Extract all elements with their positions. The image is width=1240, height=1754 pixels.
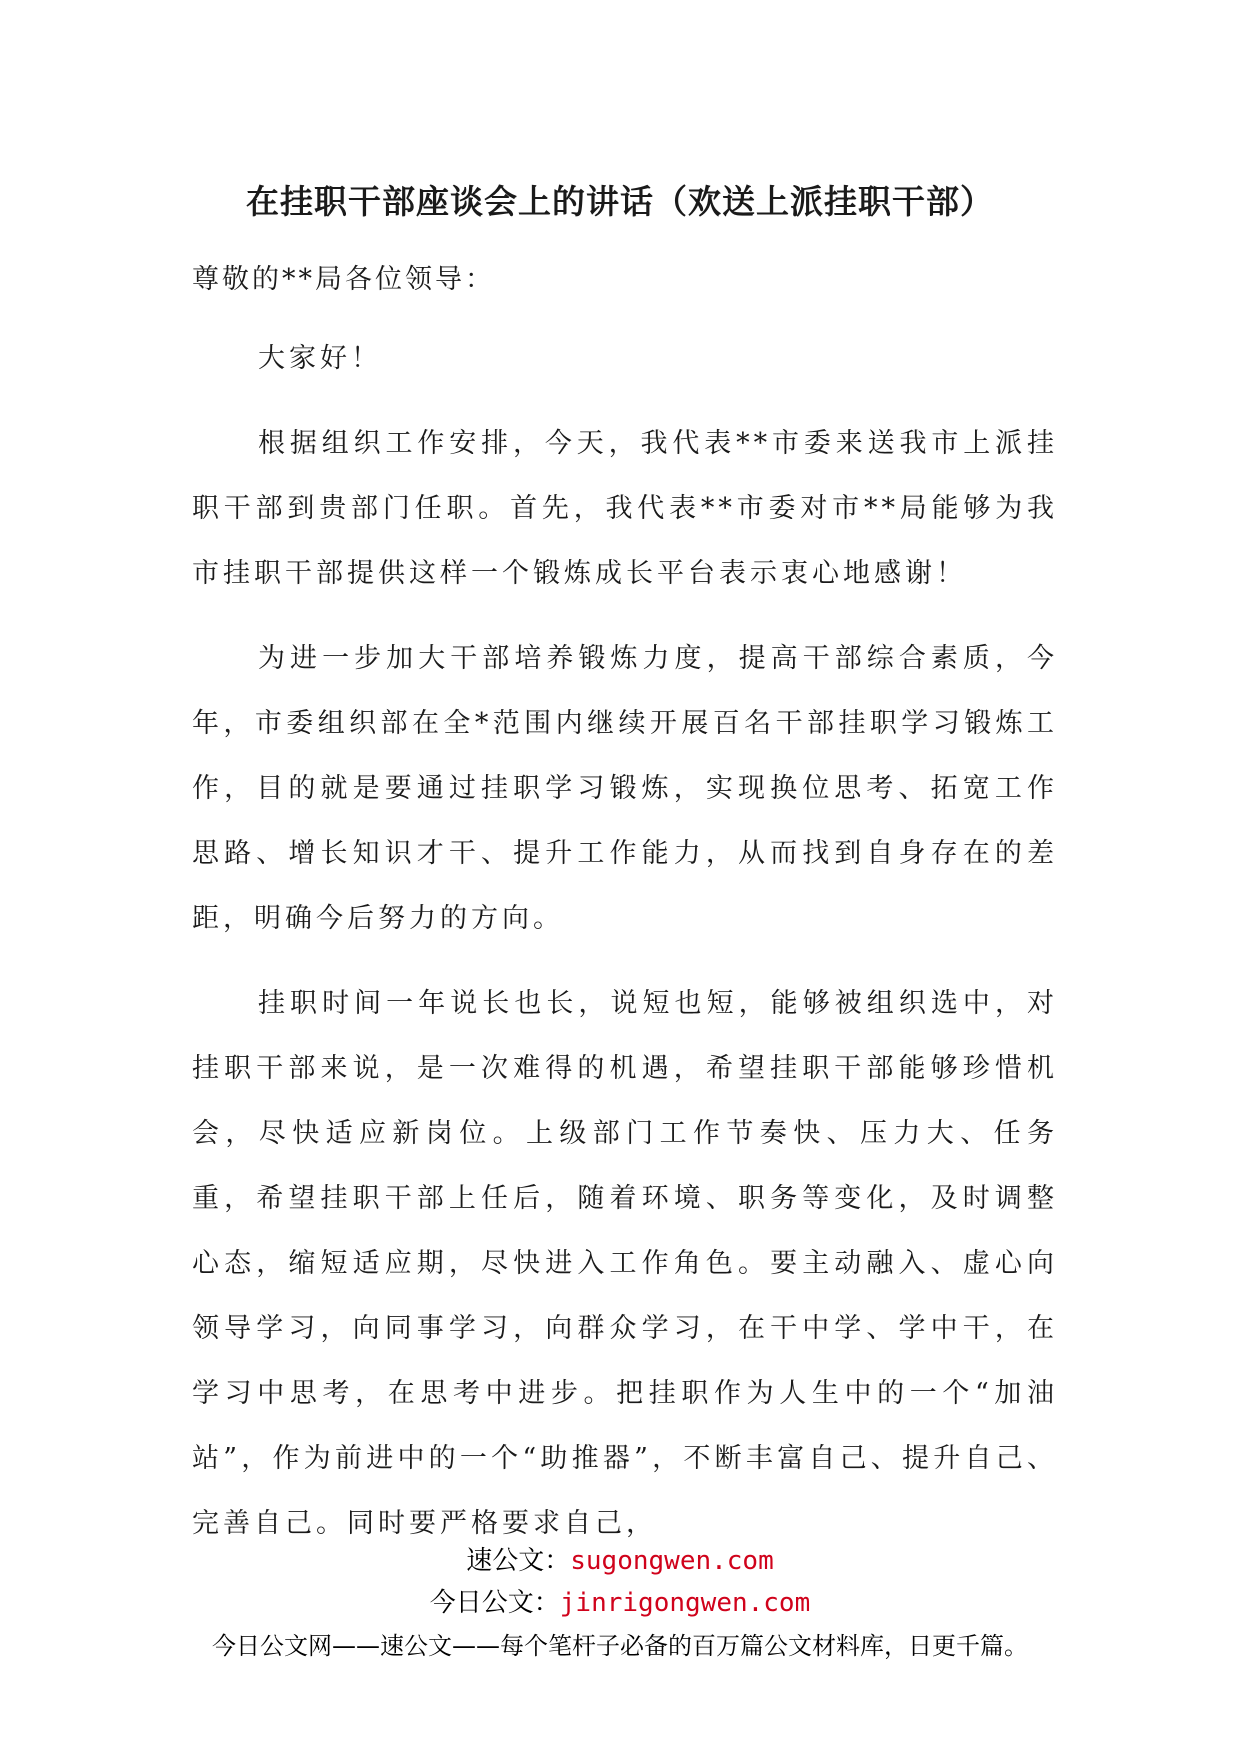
document-title: 在挂职干部座谈会上的讲话（欢送上派挂职干部） xyxy=(246,182,994,221)
paragraph-greeting: 大家好！ xyxy=(258,343,382,374)
document-body xyxy=(192,258,1058,1576)
footer-sugongwen xyxy=(0,1540,1240,1577)
paragraph-1: 根据组织工作安排，今天，我代表**市委来送我市上派挂职干部到贵部门任职。首先，我代表**市委对市**局能够为我市挂职干部提供这样一个锻炼成长平台表示衷心地感谢！ xyxy=(192,428,1058,589)
paragraph-2: 为进一步加大干部培养锻炼力度，提高干部综合素质，今年，市委组织部在全*范围内继续开展百名干部挂职学习锻炼工作，目的就是要通过挂职学习锻炼，实现换位思考、拓宽工作思路、增长知识才干、提升工作能力，从而找到自身存在的差距，明确今后努力的方向。 xyxy=(192,643,1058,934)
footer-label-jinrigongwen: 今日公文： xyxy=(429,1588,560,1618)
footer-link-jinrigongwen[interactable]: jinrigongwen.com xyxy=(559,1588,811,1618)
footer-tagline: 今日公文网——速公文——每个笔杆子必备的百万篇公文材料库，日更千篇。 xyxy=(212,1632,1028,1660)
footer-label-sugongwen: 速公文： xyxy=(466,1546,571,1576)
paragraph-3: 挂职时间一年说长也长，说短也短，能够被组织选中，对挂职干部来说，是一次难得的机遇，希望挂职干部能够珍惜机会，尽快适应新岗位。上级部门工作节奏快、压力大、任务重，希望挂职干部上任后，随着环境、职务等变化，及时调整心态，缩短适应期，尽快进入工作角色。要主动融入、虚心向领导学习，向同事学习，向群众学习，在干中学、学中干，在学习中思考，在思考中进步。把挂职作为人生中的一个“加油站”，作为前进中的一个“助推器”，不断丰富自己、提升自己、完善自己。同时要严格要求自己， xyxy=(192,988,1058,1539)
footer-link-sugongwen[interactable]: sugongwen.com xyxy=(570,1546,774,1576)
footer-jinrigongwen xyxy=(0,1582,1240,1619)
salutation: 尊敬的**局各位领导： xyxy=(192,264,495,295)
